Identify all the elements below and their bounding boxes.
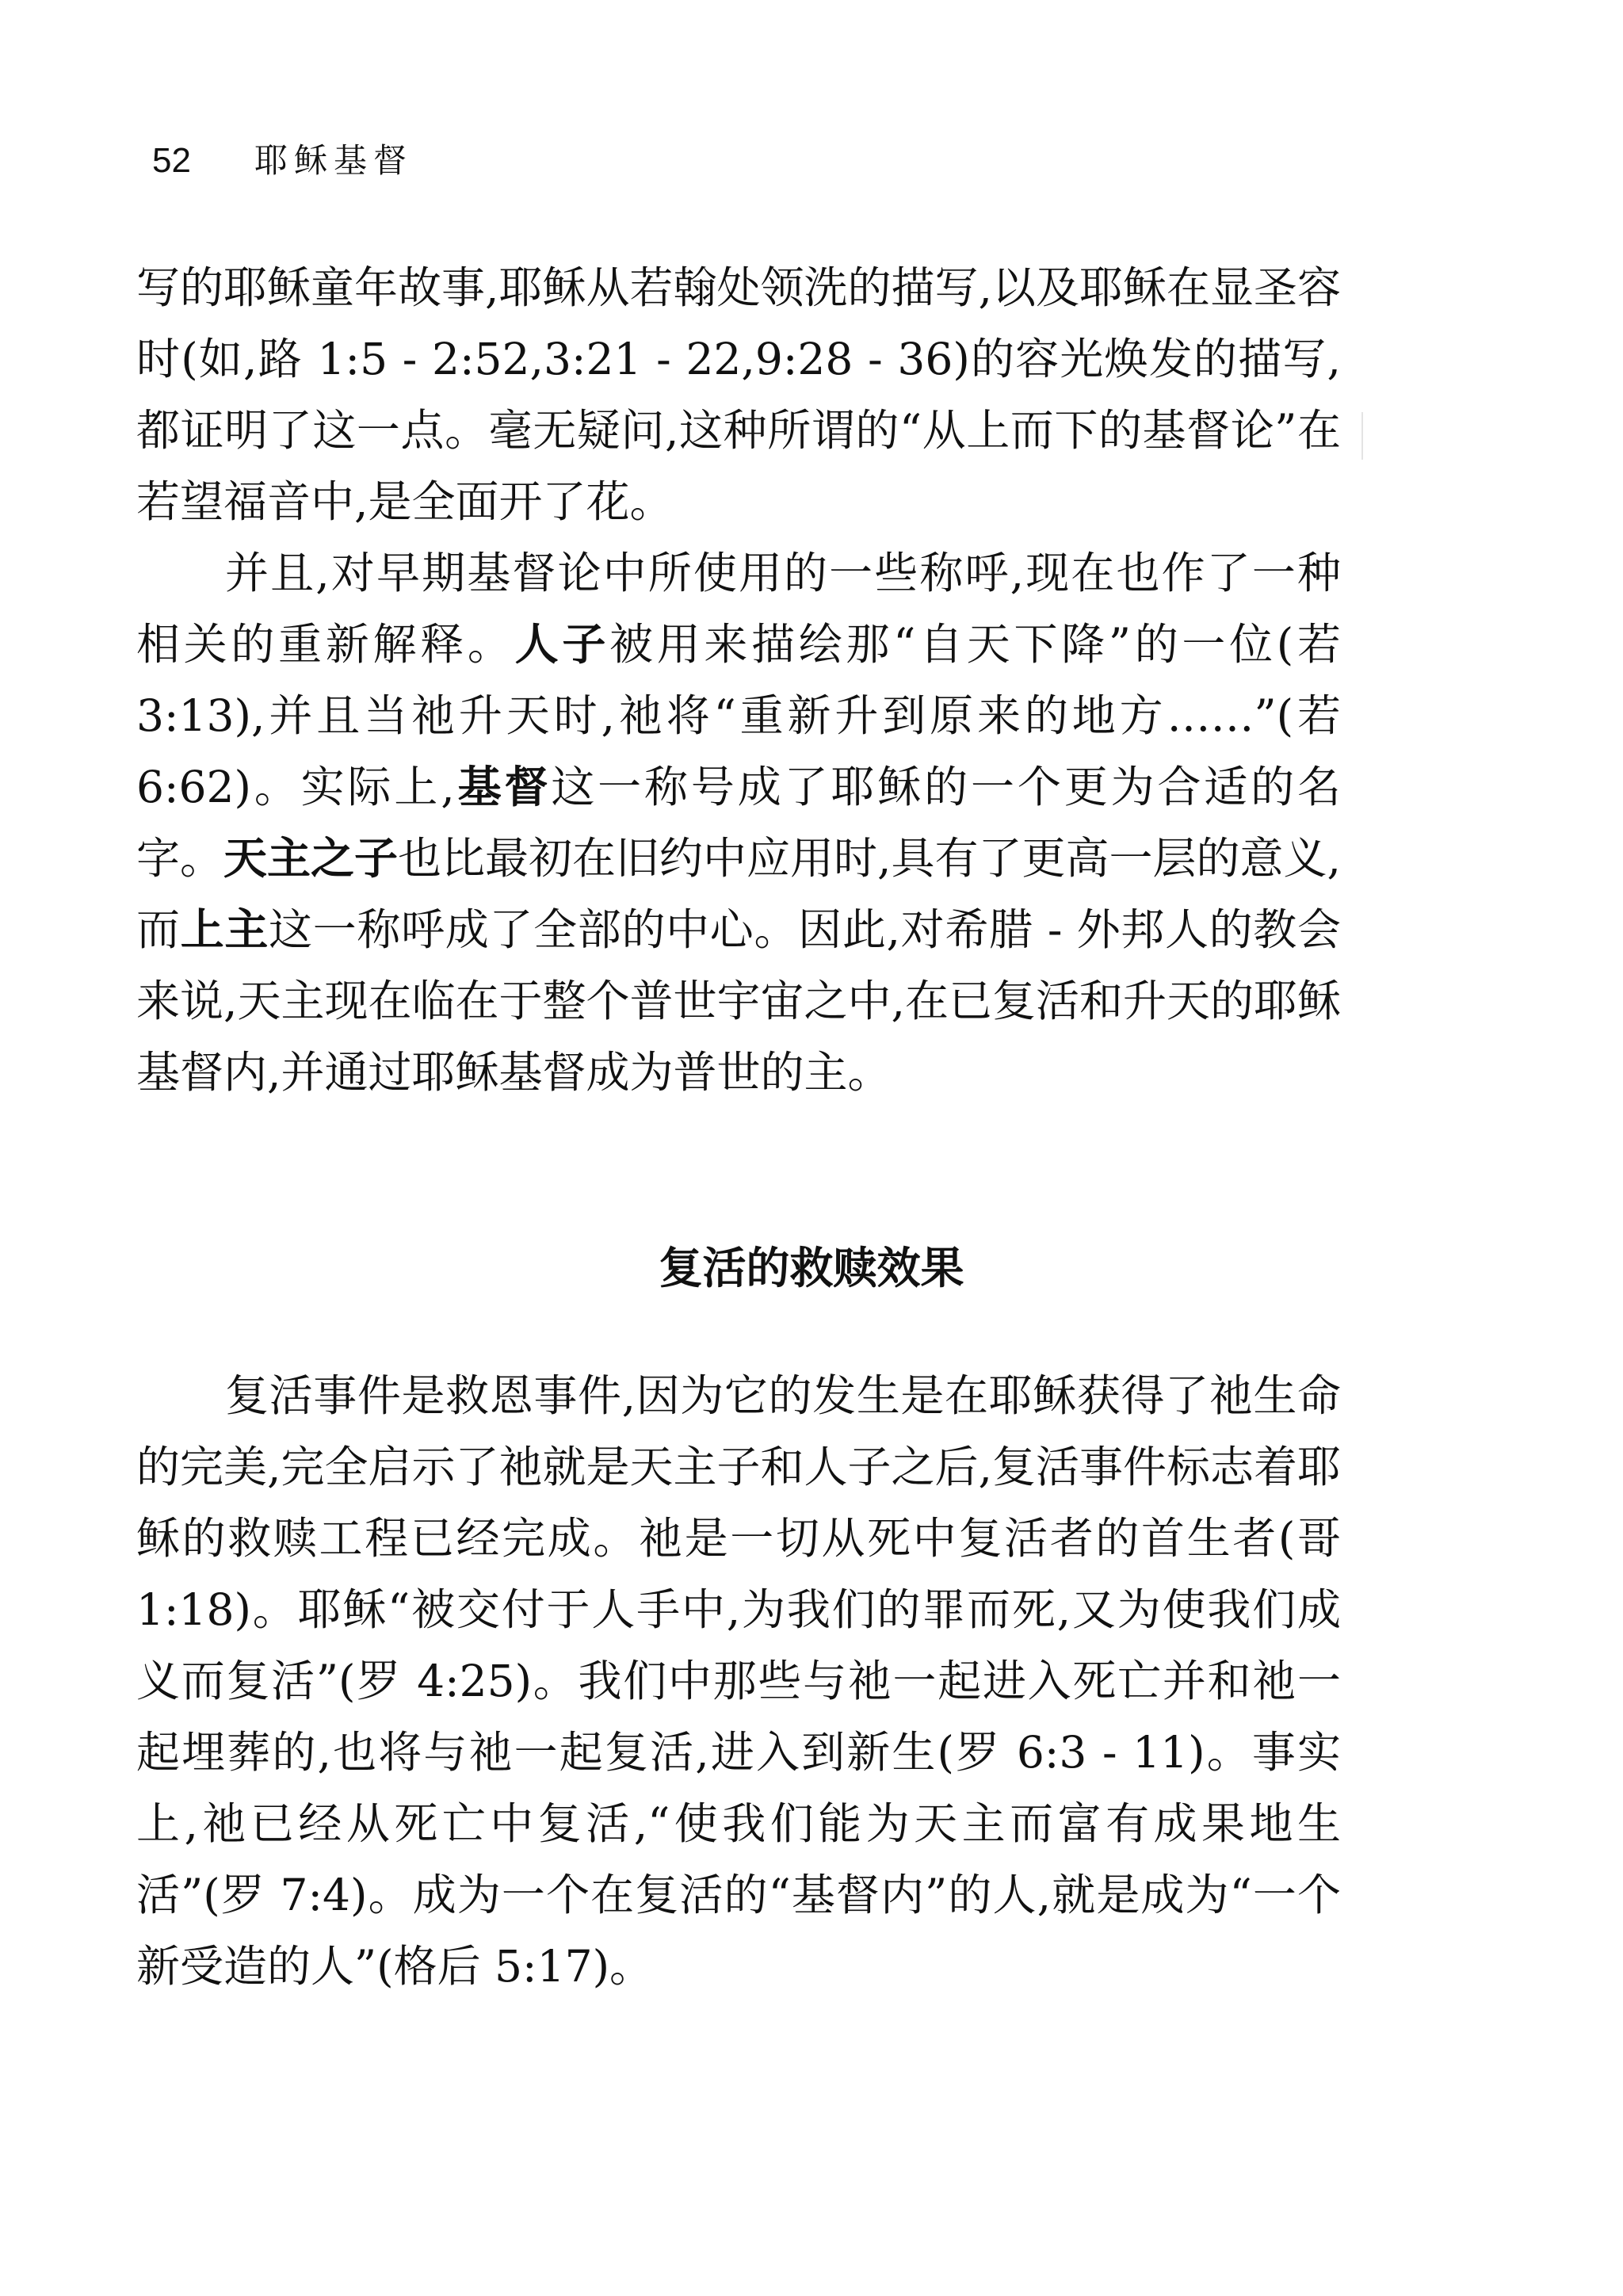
paragraph-text-segment: 被用来描绘那“自天下降”的一位(若 3:13),并且当祂升天时,祂将“重新升到原来的地方……”(若 6:62)。实际上, bbox=[136, 619, 1341, 812]
term-christ: 基督 bbox=[454, 762, 552, 812]
paragraph-text-segment: 这一称号成了耶稣的一个更为合适的名字。 bbox=[136, 762, 1341, 884]
book-title: 耶稣基督 bbox=[254, 141, 413, 180]
paragraph-text-segment: 并且,对早期基督论中所使用的一些称呼,现在也作了一种相关的重新解释。 bbox=[136, 548, 1341, 670]
running-head bbox=[152, 133, 413, 189]
term-lord: 上主 bbox=[180, 904, 269, 955]
term-son-of-god: 天主之子 bbox=[223, 833, 399, 884]
paragraph-text-segment: 也比最初在旧约中应用时,具有了更高一层的意义,而 bbox=[136, 833, 1341, 955]
paragraph-text-segment: 这一称呼成了全部的中心。因此,对希腊 - 外邦人的教会来说,天主现在临在于整个普世宇宙之中,在已复活和升天的耶稣基督内,并通过耶稣基督成为普世的主。 bbox=[136, 904, 1341, 1098]
paragraph-titles-reinterpretation bbox=[136, 537, 1341, 1179]
page-number: 52 bbox=[152, 141, 191, 180]
scan-artifact-line bbox=[1361, 412, 1363, 460]
paragraph-resurrection-salvation: 复活事件是救恩事件,因为它的发生是在耶稣获得了祂生命的完美,完全启示了祂就是天主子和人子之后,复活事件标志着耶稣的救赎工程已经完成。祂是一切从死中复活者的首生者(哥 1:18)。耶稣“被交付于人手中,为我们的罪而死,又为使我们成义而复活”(罗 4:25)。我们中那些与祂一起进入死亡并和祂一起埋葬的,也将与祂一起复活,进入到新生(罗 6:3 - 11)。事实上,祂已经从死亡中复活,“使我们能为天主而富有成果地生活”(罗 7:4)。成为一个在复活的“基督内”的人,就是成为“一个新受造的人”(格后 5:17)。 bbox=[136, 1370, 1341, 1992]
term-son-of-man: 人子 bbox=[514, 619, 610, 670]
paragraph-continued: 写的耶稣童年故事,耶稣从若翰处领洗的描写,以及耶稣在显圣容时(如,路 1:5 - 2:52,3:21 - 22,9:28 - 36)的容光焕发的描写,都证明了这一点。毫无疑问,这种所谓的“从上而下的基督论”在若望福音中,是全面开了花。 bbox=[136, 262, 1341, 527]
section-heading: 复活的救赎效果 bbox=[659, 1243, 964, 1293]
